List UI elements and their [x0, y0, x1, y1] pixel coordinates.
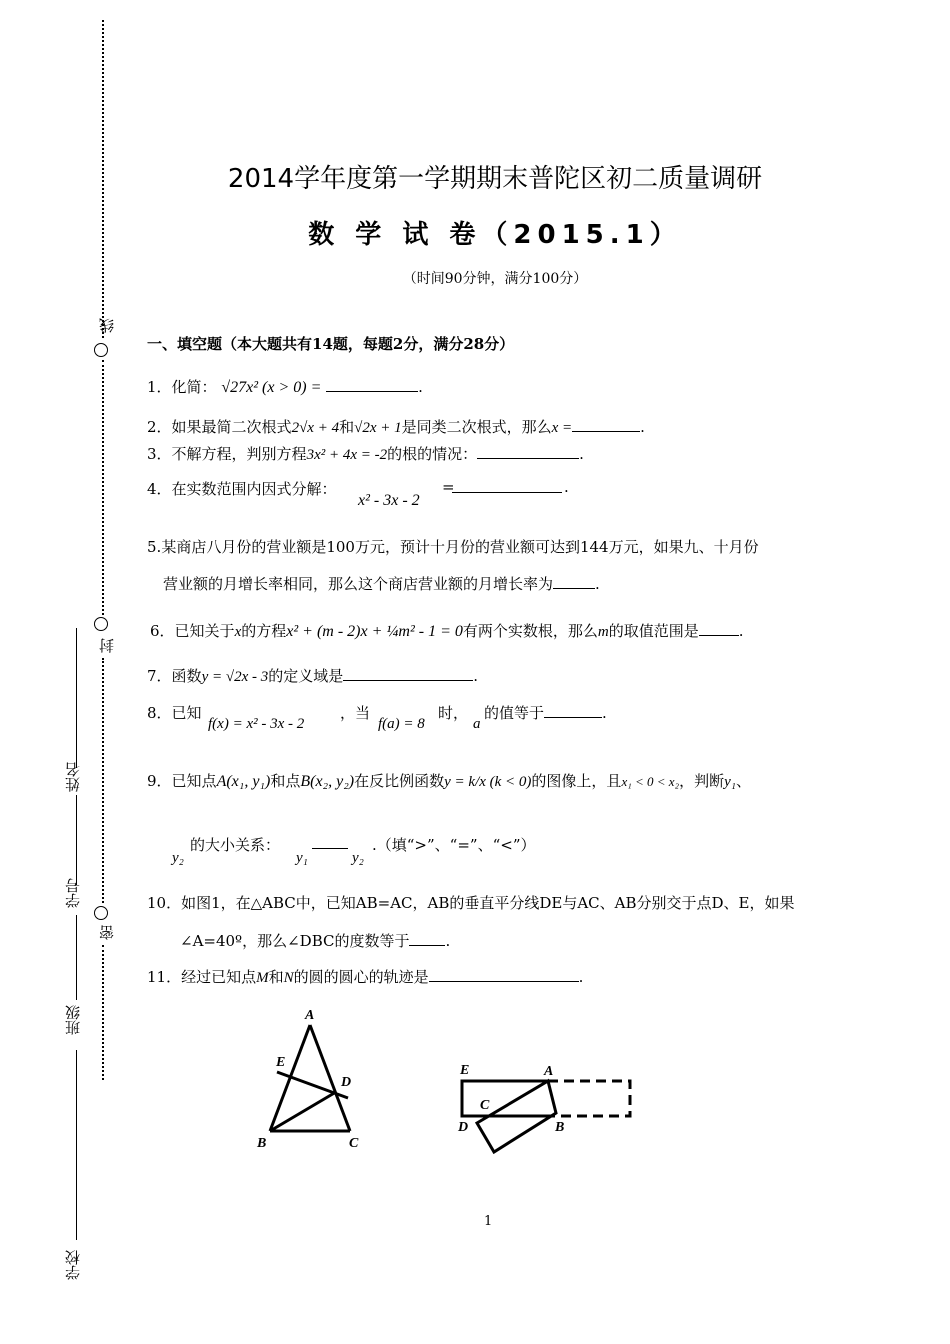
q10-text-line-1: 如图1，在△ABC中，已知AB=AC，AB的垂直平分线DE与AC、AB分别交于点D、E，如果 — [181, 894, 795, 912]
q3-text-2: 的根的情况： — [387, 445, 478, 463]
question-10-line-2 — [180, 930, 450, 951]
q8-function: f(x) = x² - 3x - 2 — [208, 716, 305, 732]
q11-number: 11． — [147, 968, 182, 986]
figure-1-triangle — [240, 1000, 380, 1160]
q5-text-line-2: 营业额的月增长率相同，那么这个商店营业额的月增长率为 — [163, 575, 554, 593]
q2-answer-blank[interactable] — [572, 417, 640, 432]
q5-answer-blank[interactable] — [553, 574, 595, 589]
q4-equals: = — [442, 478, 455, 496]
q9-text: 已知点 — [171, 772, 217, 790]
q6-text-2: 的方程 — [241, 622, 287, 640]
name-label: 姓名 — [64, 762, 82, 792]
q7-answer-blank[interactable] — [343, 666, 473, 681]
fig2-label-c: C — [480, 1098, 490, 1113]
q8-text-3: 时， — [438, 704, 469, 722]
q2-number: 2． — [147, 418, 172, 436]
q6-text-3: 有两个实数根，那么 — [462, 622, 598, 640]
q9-text-4: ，判断 — [679, 772, 725, 790]
binding-seal-label: 封 — [98, 638, 116, 653]
q9-separator: 、 — [735, 772, 751, 790]
school-label: 学校 — [64, 1250, 82, 1280]
question-9 — [147, 770, 751, 791]
fig1-segment-bd — [270, 1092, 336, 1131]
binding-circle-line — [94, 343, 108, 357]
fig2-label-d: D — [458, 1120, 469, 1135]
student-id-label: 学号 — [64, 878, 82, 908]
q6-equation: x² + (m - 2)x + ¼m² - 1 = 0 — [286, 623, 463, 640]
q5-number: 5. — [147, 538, 162, 556]
q7-period: . — [473, 667, 479, 685]
q2-and: 和 — [339, 418, 355, 436]
q11-text-2: 的圆的圆心的轨迹是 — [293, 968, 429, 986]
question-5-line-1 — [147, 536, 759, 557]
q10-period: . — [445, 932, 451, 950]
q8-text-4 — [484, 702, 607, 723]
fig2-rectangle-solid — [462, 1081, 548, 1116]
q1-answer-blank[interactable] — [326, 377, 418, 392]
q2-variable: x = — [551, 420, 573, 436]
class-label: 班级 — [64, 1005, 82, 1035]
q9-text-3: 的图像上，且 — [531, 772, 622, 790]
page-number: 1 — [484, 1214, 493, 1229]
q4-text: 在实数范围内因式分解： — [171, 480, 337, 498]
q7-text-2: 的定义域是 — [268, 667, 344, 685]
q8-variable: a — [473, 716, 481, 732]
q2-text-2: 是同类二次根式，那么 — [401, 418, 552, 436]
q6-number: 6． — [150, 622, 175, 640]
q8-number: 8． — [147, 704, 172, 722]
q3-number: 3． — [147, 445, 172, 463]
question-6 — [150, 620, 744, 641]
binding-line-label: 线 — [98, 318, 116, 333]
q9-condition: x₁ < 0 < x₂ — [621, 774, 680, 789]
q1-expression: √27x² (x > 0) = — [221, 379, 322, 396]
question-7 — [147, 665, 478, 686]
q9-answer-blank[interactable] — [312, 848, 348, 849]
class-field-line[interactable] — [76, 915, 77, 1000]
fig2-rectangle-dashed — [548, 1081, 630, 1116]
q6-variable-x: x — [234, 624, 242, 640]
q2-radical-2: √2x + 1 — [354, 420, 402, 436]
q3-answer-blank[interactable] — [477, 444, 579, 459]
q3-equation: 3x² + 4x = -2 — [306, 447, 388, 463]
binding-circle-secret — [94, 906, 108, 920]
fig2-label-a: A — [544, 1064, 554, 1079]
binding-secret-label: 密 — [98, 925, 116, 940]
exam-time-note: （时间90分钟，满分100分） — [402, 271, 588, 287]
q3-period: . — [579, 445, 584, 463]
q5-period: . — [595, 575, 600, 593]
q1-text: 化简： — [171, 378, 217, 396]
student-id-field-line[interactable] — [76, 795, 77, 885]
q10-text-line-2: ∠A=40º，那么∠DBC的度数等于 — [180, 932, 410, 950]
q2-radical-1: 2√x + 4 — [291, 420, 340, 436]
q9-text-5: 的大小关系： — [190, 836, 281, 854]
q4-period: . — [564, 478, 569, 496]
q11-answer-blank[interactable] — [429, 967, 579, 982]
question-2 — [147, 416, 645, 437]
question-3 — [147, 443, 584, 464]
q9-y2-compare: y₂ — [352, 850, 364, 866]
question-10-line-1 — [147, 892, 795, 913]
q8-period: . — [602, 704, 607, 722]
q8-text-4-label: 的值等于 — [484, 704, 545, 722]
q4-answer-blank[interactable] — [452, 492, 562, 493]
q2-period: . — [640, 418, 645, 436]
question-5-line-2 — [163, 573, 600, 594]
fig1-label-d: D — [341, 1075, 352, 1090]
binding-dotted-line — [102, 658, 104, 903]
q9-point-b: B(x₂, y₂) — [300, 773, 355, 790]
q9-function: y = k/x (k < 0) — [444, 774, 532, 790]
q9-point-a: A(x₁, y₁) — [216, 773, 271, 790]
figure-2-folded-rectangle — [452, 1055, 642, 1165]
q6-text: 已知关于 — [174, 622, 235, 640]
q9-number: 9． — [147, 772, 172, 790]
section-heading: 一、填空题（本大题共有14题，每题2分，满分28分） — [147, 335, 515, 353]
q8-text: 已知 — [171, 704, 202, 722]
q11-point-n: N — [283, 970, 294, 986]
q3-text: 不解方程，判别方程 — [171, 445, 307, 463]
q7-text: 函数 — [171, 667, 202, 685]
question-11 — [147, 966, 583, 987]
q1-period: . — [418, 378, 423, 396]
q10-number: 10． — [147, 894, 182, 912]
q6-period: . — [738, 622, 744, 640]
q7-function: y = √2x - 3 — [201, 669, 269, 685]
binding-circle-seal — [94, 617, 108, 631]
q7-number: 7． — [147, 667, 172, 685]
q11-and: 和 — [268, 968, 284, 986]
q9-and: 和点 — [270, 772, 301, 790]
q11-text: 经过已知点 — [181, 968, 257, 986]
q6-answer-blank[interactable] — [699, 621, 739, 636]
q5-text-line-1: 某商店八月份的营业额是100万元，预计十月份的营业额可达到144万元，如果九、十月份 — [161, 538, 759, 556]
q8-answer-blank[interactable] — [544, 703, 602, 718]
q1-number: 1． — [147, 378, 172, 396]
q2-text: 如果最简二次根式 — [171, 418, 292, 436]
question-4 — [147, 478, 337, 499]
binding-dotted-line — [102, 360, 104, 615]
q9-text-2: 在反比例函数 — [354, 772, 445, 790]
fig1-label-e: E — [276, 1055, 286, 1070]
q6-text-4: 的取值范围是 — [608, 622, 699, 640]
q9-y1-compare: y₁ — [296, 850, 308, 866]
fig1-label-b: B — [257, 1136, 267, 1151]
fig2-label-b: B — [555, 1120, 565, 1135]
q8-text-2: ，当 — [340, 704, 371, 722]
fig1-label-c: C — [349, 1136, 359, 1151]
name-field-line[interactable] — [76, 628, 77, 768]
q11-point-m: M — [256, 970, 269, 986]
q9-text-6: .（填“>”、“=”、“<”） — [372, 836, 536, 854]
school-field-line[interactable] — [76, 1050, 77, 1240]
exam-title: 2014学年度第一学期期末普陀区初二质量调研 — [227, 164, 763, 194]
exam-subtitle: 数 学 试 卷（2015.1） — [308, 220, 682, 250]
question-1 — [147, 376, 423, 397]
q11-period: . — [578, 968, 584, 986]
q8-condition: f(a) = 8 — [378, 716, 425, 732]
question-8 — [147, 702, 202, 723]
binding-dotted-line — [102, 945, 104, 1080]
fig2-label-e: E — [460, 1063, 470, 1078]
q10-answer-blank[interactable] — [409, 931, 445, 946]
q4-number: 4． — [147, 480, 172, 498]
q6-variable-m: m — [597, 624, 609, 640]
q9-y1: y₁ — [724, 774, 736, 790]
q4-expression: x² - 3x - 2 — [358, 492, 420, 509]
q9-y2: y₂ — [172, 850, 184, 866]
fig1-label-a: A — [305, 1008, 315, 1023]
